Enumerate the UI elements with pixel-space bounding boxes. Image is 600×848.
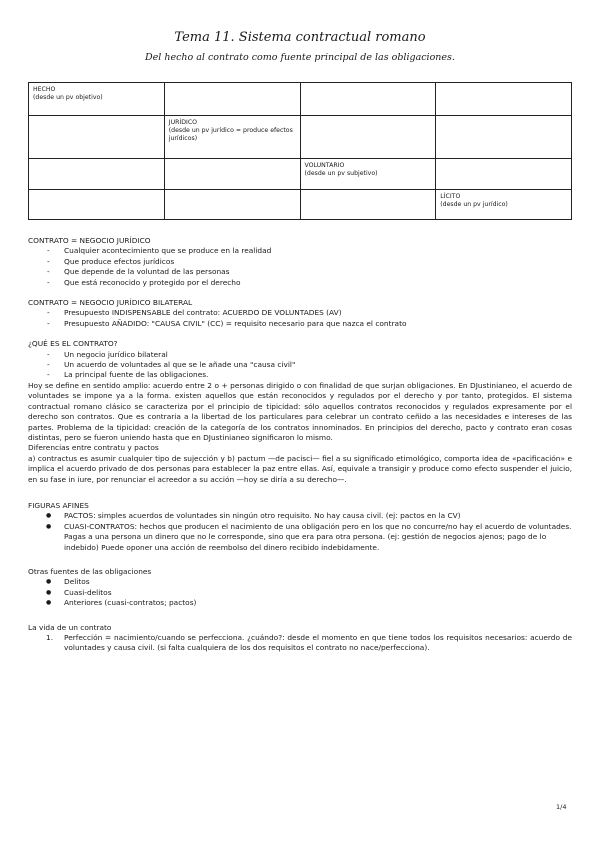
juridico-label: JURÍDICO (168, 119, 198, 126)
list-item: - Un acuerdo de voluntades al que se le añade una "causa civil" (28, 360, 572, 370)
section-heading: Otras fuentes de las obligaciones (28, 566, 152, 576)
section-heading: CONTRATO = NEGOCIO JURÍDICO (28, 236, 151, 245)
bullet-list (28, 350, 572, 381)
table-cell-licito (436, 190, 572, 220)
list-item: - La principal fuente de las obligaciones. (28, 370, 572, 380)
subheading: Diferencias entre contratu y pactos (28, 443, 159, 453)
concept-table (28, 82, 572, 220)
table-cell (164, 190, 300, 220)
list-item: - Presupuesto AÑADIDO: "CAUSA CIVIL" (CC) = requisito necesario para que nazca el contrato (28, 319, 572, 329)
table-row (29, 83, 572, 116)
voluntario-label: VOLUNTARIO (304, 162, 345, 169)
hecho-sublabel: (desde un pv objetivo) (33, 94, 103, 101)
table-row (29, 190, 572, 220)
list-item: ● CUASI-CONTRATOS: hechos que producen el nacimiento de una obligación pero en los que no concurre/no hay el acuerdo de voluntades. Pagas a una persona un dinero que no le corresponde, sino que era para otra persona. (ej: gestión de negocios ajenos; pago de lo indebido) Puede oponer una acción de reembolso del dinero recibido indebidamente. (28, 522, 572, 553)
list-item-text: Perfección = nacimiento/cuando se perfecciona. ¿cuándo?: desde el momento en que tiene todos los requisitos necesarios: acuerdo de voluntades y causa civil. (si falta cualquiera de los dos requisitos el contrato no nace/perfecciona). (64, 633, 572, 653)
licito-sublabel: (desde un pv jurídico) (440, 201, 508, 208)
page-title: Tema 11. Sistema contractual romano (174, 30, 426, 45)
table-row (29, 159, 572, 190)
table-cell-voluntario (300, 159, 436, 190)
voluntario-sublabel: (desde un pv subjetivo) (304, 170, 378, 177)
table-row (29, 116, 572, 159)
bullet-list (28, 308, 572, 329)
section-otras-fuentes (28, 567, 572, 609)
section-que-es-contrato (28, 339, 572, 485)
table-cell (436, 159, 572, 190)
table-cell (29, 116, 165, 159)
numbered-list (28, 633, 572, 654)
list-number: 1. (46, 633, 54, 642)
bullet-list (28, 246, 572, 288)
paragraph: Hoy se define en sentido amplio: acuerdo entre 2 o + personas dirigido o con finalidad de que surjan obligaciones. En DJustinianeo, el acuerdo de voluntades se impone ya a la forma. existen aquellos que están reconocidos y regulados por el derecho y por tanto, protegidos. El sistema contractual romano clásico se caracteriza por el principio de tipicidad: sólo aquellos contratos reconocidos y regulados expresamente por el derecho son contratos. Que es contraria a la libertad de los particulares para celebrar un contrato ceñido a las necesidades e intereses de las partes. Problema de la tipicidad: creación de la categoría de los contratos innominados. En principios del derecho, pacto y contrato eran cosas distintas, pero se fueron uniendo hasta que en DJustinianeo significaron lo mismo. (28, 380, 572, 442)
table-cell (300, 83, 436, 116)
section-heading: CONTRATO = NEGOCIO JURÍDICO BILATERAL (28, 298, 193, 308)
page-number: 1/4 (556, 803, 567, 811)
section-vida-contrato (28, 623, 572, 654)
table-cell (436, 116, 572, 159)
table-cell (300, 116, 436, 159)
table-cell (436, 83, 572, 116)
list-item: - Presupuesto INDISPENSABLE del contrato: ACUERDO DE VOLUNTADES (AV) (28, 308, 572, 318)
section-figuras-afines (28, 501, 572, 553)
section-negocio-bilateral (28, 298, 572, 329)
licito-label: LÍCITO (440, 193, 461, 200)
juridico-sublabel: (desde un pv jurídico = produce efectos jurídicos) (168, 127, 293, 142)
list-item: - Que depende de la voluntad de las personas (28, 267, 572, 277)
list-item: ● Delitos (28, 577, 572, 587)
section-negocio-juridico (28, 236, 572, 288)
document-body (28, 236, 572, 654)
list-item: - Un negocio jurídico bilateral (28, 350, 572, 360)
table-cell (29, 159, 165, 190)
list-item: - Que produce efectos jurídicos (28, 257, 572, 267)
paragraph: a) contractus es asumir cualquier tipo de sujección y b) pactum —de pacisci— fiel a su significado etimológico, comporta idea de «pacificación» e implica el acuerdo privado de dos personas para establecer la paz entre ellas. Así, equivale a transigir y produce como efecto suspender el juicio, en su fase in iure, por renunciar el acreedor a su acción —hoy se diría a su derecho—. (28, 453, 572, 484)
hecho-label: HECHO (33, 86, 56, 93)
page-subtitle: Del hecho al contrato como fuente principal de las obligaciones. (145, 52, 455, 63)
table-cell-juridico (164, 116, 300, 159)
list-item: - Cualquier acontecimiento que se produce en la realidad (28, 246, 572, 256)
list-item: ● PACTOS: simples acuerdos de voluntades sin ningún otro requisito. No hay causa civil. (ej: pactos en la CV) (28, 511, 572, 521)
bullet-list (28, 577, 572, 608)
section-heading: La vida de un contrato (28, 622, 112, 632)
list-item: ● Cuasi-delitos (28, 588, 572, 598)
section-heading: FIGURAS AFINES (28, 500, 89, 510)
list-item: - Que está reconocido y protegido por el derecho (28, 278, 572, 288)
section-heading: ¿QUÉ ES EL CONTRATO? (28, 339, 118, 349)
list-item: ● Anteriores (cuasi-contratos; pactos) (28, 598, 572, 608)
table-cell-hecho (29, 83, 165, 116)
list-item (28, 633, 572, 654)
table-cell (29, 190, 165, 220)
table-cell (164, 159, 300, 190)
table-cell (164, 83, 300, 116)
bullet-list (28, 511, 572, 553)
table-cell (300, 190, 436, 220)
